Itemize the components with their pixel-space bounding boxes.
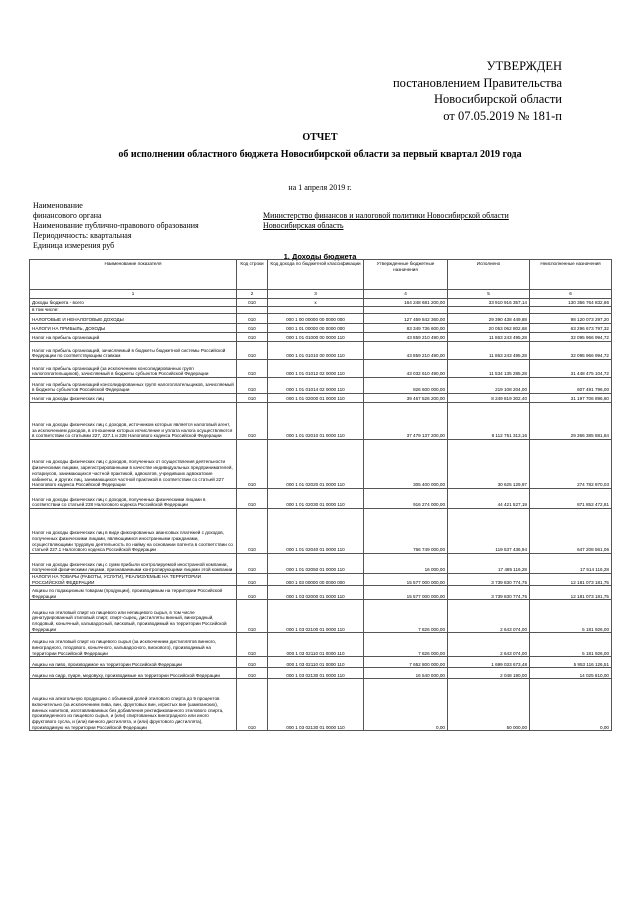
table-header-row <box>30 260 612 290</box>
row-line-code: 010 <box>237 299 268 307</box>
row-line-code: 010 <box>237 657 268 668</box>
row-income-code: 000 1 01 02010 01 0000 110 <box>268 403 364 440</box>
row-unexecuted: 0,00 <box>530 679 612 731</box>
row-name: Акцизы на сидр, пуаре, медовуху, производимые на территории Российской Федерации <box>30 668 237 679</box>
meta-row <box>33 211 509 221</box>
row-approved: 7 652 800 000,00 <box>364 657 448 668</box>
meta-row <box>33 221 344 231</box>
row-unexecuted: 31 448 475 104,72 <box>530 360 612 378</box>
row-line-code: 010 <box>237 333 268 342</box>
row-line-code: 010 <box>237 378 268 394</box>
row-approved: 37 479 137 200,00 <box>364 403 448 440</box>
row-approved: 7 826 000,00 <box>364 633 448 657</box>
row-unexecuted: 63 296 673 797,32 <box>530 324 612 333</box>
row-unexecuted: 12 181 073 181,75 <box>530 586 612 600</box>
column-number-row <box>30 290 612 299</box>
row-line-code: 010 <box>237 554 268 574</box>
row-name: Налог на прибыль организаций <box>30 333 237 342</box>
row-line-code: 010 <box>237 360 268 378</box>
row-approved: 916 274 000,00 <box>364 489 448 509</box>
row-line-code <box>237 307 268 314</box>
row-approved <box>364 307 448 314</box>
approval-line: от 07.05.2019 № 181-п <box>443 108 562 123</box>
row-approved: 43 032 610 490,00 <box>364 360 448 378</box>
table-row <box>30 324 612 333</box>
row-unexecuted: 29 366 385 881,84 <box>530 403 612 440</box>
row-name: Акцизы на пиво, производимое на территории Российской Федерации <box>30 657 237 668</box>
row-unexecuted: 17 514 116,28 <box>530 554 612 574</box>
table-row <box>30 360 612 378</box>
table-row <box>30 489 612 509</box>
row-line-code: 010 <box>237 574 268 586</box>
row-income-code: 000 1 01 01014 02 0000 110 <box>268 378 364 394</box>
row-approved: 766 749 000,00 <box>364 509 448 554</box>
row-approved: 305 400 000,00 <box>364 440 448 489</box>
row-income-code: 000 1 01 02030 01 0000 110 <box>268 489 364 509</box>
row-approved: 16 540 000,00 <box>364 668 448 679</box>
row-executed <box>448 307 530 314</box>
row-line-code: 010 <box>237 403 268 440</box>
row-line-code: 010 <box>237 509 268 554</box>
row-income-code: 000 1 01 02040 01 0000 110 <box>268 509 364 554</box>
row-approved: 39 467 526 200,00 <box>364 394 448 403</box>
row-executed: 8 112 751 313,16 <box>448 403 530 440</box>
row-approved: 164 248 681 200,00 <box>364 299 448 307</box>
row-income-code: 000 1 01 02020 01 0000 110 <box>268 440 364 489</box>
approval-block <box>342 58 562 124</box>
table-row <box>30 554 612 574</box>
row-line-code: 010 <box>237 668 268 679</box>
row-name: Налог на прибыль организаций консолидированных групп налогоплательщиков, зачисляемый в бюджеты субъектов Российской Федерации <box>30 378 237 394</box>
row-income-code: 000 1 01 02050 01 0000 110 <box>268 554 364 574</box>
column-header: Неисполненные назначения <box>530 260 612 290</box>
row-executed: 2 643 074,00 <box>448 600 530 633</box>
row-unexecuted: 5 181 926,00 <box>530 633 612 657</box>
column-header: Код строки <box>237 260 268 290</box>
column-header: Наименование показателя <box>30 260 237 290</box>
table-row <box>30 440 612 489</box>
meta-periodicity: Периодичность: квартальная <box>33 231 132 240</box>
report-subtitle: об исполнении областного бюджета Новосибирской области за первый квартал 2019 года <box>118 149 522 160</box>
row-executed: 219 108 204,00 <box>448 378 530 394</box>
row-income-code: x <box>268 299 364 307</box>
row-name: Налог на доходы физических лиц в виде фиксированных авансовых платежей с доходов, полученных физическими лицами, являющимися иностранными гражданами, осуществляющими трудовую деятельность по найму на основании патента в соответствии со статьей 227.1 Налогового кодекса Российской Федерации <box>30 509 237 554</box>
report-title: ОТЧЕТ <box>302 132 338 143</box>
column-number: 6 <box>530 290 612 299</box>
row-name: Доходы бюджета - всего <box>30 299 237 307</box>
row-unexecuted: 274 782 870,03 <box>530 440 612 489</box>
table-row <box>30 679 612 731</box>
row-approved: 43 859 210 490,00 <box>364 342 448 360</box>
row-name: НАЛОГОВЫЕ И НЕНАЛОГОВЫЕ ДОХОДЫ <box>30 314 237 324</box>
row-executed: 2 643 074,00 <box>448 633 530 657</box>
row-executed: 2 048 190,00 <box>448 668 530 679</box>
row-unexecuted: 32 095 966 994,72 <box>530 342 612 360</box>
column-header: Исполнено <box>448 260 530 290</box>
table-row <box>30 299 612 307</box>
column-header: Код дохода по бюджетной классификации <box>268 260 364 290</box>
meta-unit: Единица измерения руб <box>33 241 115 250</box>
meta-row <box>33 231 199 241</box>
meta-label: Наименование <box>33 201 83 210</box>
meta-label: Наименование публично-правового образования <box>33 221 199 230</box>
row-approved: 15 577 000 000,00 <box>364 574 448 586</box>
meta-row <box>33 241 199 251</box>
row-name: Налог на доходы физических лиц <box>30 394 237 403</box>
row-line-code: 010 <box>237 324 268 333</box>
row-approved: 16 000,00 <box>364 554 448 574</box>
table-row <box>30 657 612 668</box>
row-income-code: 000 1 03 02110 01 0000 110 <box>268 633 364 657</box>
row-income-code: 000 1 01 01000 00 0000 110 <box>268 333 364 342</box>
table-row <box>30 307 612 314</box>
table-row <box>30 586 612 600</box>
row-income-code: 000 1 00 00000 00 0000 000 <box>268 314 364 324</box>
report-meta <box>33 201 509 251</box>
row-executed: 3 739 830 774,75 <box>448 574 530 586</box>
meta-value-entity: Новосибирская область <box>263 221 344 230</box>
row-income-code: 000 1 03 02100 01 0000 110 <box>268 600 364 633</box>
row-unexecuted: 607 491 796,00 <box>530 378 612 394</box>
meta-label: финансового органа <box>33 211 102 220</box>
table-row <box>30 314 612 324</box>
meta-row <box>33 201 199 211</box>
row-unexecuted: 12 181 073 181,75 <box>530 574 612 586</box>
income-table <box>29 259 612 731</box>
row-approved: 15 577 000 000,00 <box>364 586 448 600</box>
approval-line: Новосибирской области <box>433 92 562 106</box>
approval-line: постановлением Правительства <box>392 75 562 90</box>
section-title: 1. Доходы бюджета <box>283 252 357 261</box>
table-row <box>30 403 612 440</box>
row-line-code: 010 <box>237 314 268 324</box>
table-body <box>30 299 612 731</box>
table-row <box>30 342 612 360</box>
row-unexecuted: 5 181 926,00 <box>530 600 612 633</box>
meta-value-financial-body: Министерство финансов и налоговой политики Новосибирской области <box>263 211 509 220</box>
row-line-code: 010 <box>237 489 268 509</box>
row-unexecuted: 5 953 116 126,51 <box>530 657 612 668</box>
row-line-code: 010 <box>237 440 268 489</box>
row-unexecuted <box>530 307 612 314</box>
table-row <box>30 574 612 586</box>
table-row <box>30 378 612 394</box>
row-approved: 43 859 210 490,00 <box>364 333 448 342</box>
row-approved: 0,00 <box>364 679 448 731</box>
report-date: на 1 апреля 2019 г. <box>288 183 352 192</box>
column-header: Утвержденные бюджетные назначения <box>364 260 448 290</box>
row-name: Налог на доходы физических лиц с сумм прибыли контролируемой иностранной компании, полученной физическими лицами, признаваемыми контролирующими лицами этой компании <box>30 554 237 574</box>
column-number: 3 <box>268 290 364 299</box>
table-row <box>30 600 612 633</box>
row-executed: 44 421 527,19 <box>448 489 530 509</box>
row-name: НАЛОГИ НА ТОВАРЫ (РАБОТЫ, УСЛУГИ), РЕАЛИЗУЕМЫЕ НА ТЕРРИТОРИИ РОССИЙСКОЙ ФЕДЕРАЦИИ <box>30 574 237 586</box>
row-executed: 29 390 438 449,88 <box>448 314 530 324</box>
row-income-code <box>268 307 364 314</box>
row-executed: 20 053 062 802,68 <box>448 324 530 333</box>
table-row <box>30 633 612 657</box>
table-row <box>30 333 612 342</box>
row-unexecuted: 32 095 966 994,72 <box>530 333 612 342</box>
column-number: 2 <box>237 290 268 299</box>
row-name: Налог на прибыль организаций, зачисляемый в бюджеты бюджетной системы Российской Федерации по соответствующим ставкам <box>30 342 237 360</box>
row-line-code: 010 <box>237 394 268 403</box>
row-approved: 127 459 842 360,00 <box>364 314 448 324</box>
row-name: Налог на прибыль организаций (за исключением консолидированных групп налогоплательщиков), зачисляемый в бюджеты субъектов Российской Федерации <box>30 360 237 378</box>
row-unexecuted: 871 852 472,81 <box>530 489 612 509</box>
row-executed: 11 863 243 495,28 <box>448 333 530 342</box>
row-approved: 826 600 000,00 <box>364 378 448 394</box>
row-executed: 119 537 436,94 <box>448 509 530 554</box>
row-executed: 3 739 830 774,75 <box>448 586 530 600</box>
row-line-code: 010 <box>237 342 268 360</box>
row-executed: 17 485 116,28 <box>448 554 530 574</box>
row-name: Акцизы на этиловый спирт из пищевого сырья (за исключением дистиллятов винного, виноградного, плодового, коньячного, кальвадосного, вискового), производимый на территории Российской Федерации <box>30 633 237 657</box>
row-unexecuted: 98 120 073 297,20 <box>530 314 612 324</box>
row-name: НАЛОГИ НА ПРИБЫЛЬ, ДОХОДЫ <box>30 324 237 333</box>
approval-line: УТВЕРЖДЕН <box>486 59 562 73</box>
row-income-code: 000 1 03 02130 01 0000 110 <box>268 668 364 679</box>
row-income-code: 000 1 03 02110 01 0000 110 <box>268 657 364 668</box>
row-line-code: 010 <box>237 679 268 731</box>
row-income-code: 000 1 03 00000 00 0000 000 <box>268 574 364 586</box>
row-income-code: 000 1 03 02130 01 0000 110 <box>268 679 364 731</box>
row-executed: 50 000,00 <box>448 679 530 731</box>
row-income-code: 000 1 01 01010 00 0000 110 <box>268 342 364 360</box>
row-executed: 33 910 916 357,14 <box>448 299 530 307</box>
column-number: 5 <box>448 290 530 299</box>
table-row <box>30 668 612 679</box>
row-line-code: 010 <box>237 600 268 633</box>
row-unexecuted: 14 025 810,00 <box>530 668 612 679</box>
row-income-code: 000 1 01 02000 01 0000 110 <box>268 394 364 403</box>
row-name: Налог на доходы физических лиц с доходов, полученных от осуществления деятельности физическими лицами, зарегистрированными в качестве индивидуальных предпринимателей, нотариусов, занимающихся частной практикой, адвокатов, учредивших адвокатские кабинеты, и других лиц, занимающихся частной практикой в соответствии со статьей 227 Налогового кодекса Российской Федерации <box>30 440 237 489</box>
row-unexecuted: 130 356 764 832,86 <box>530 299 612 307</box>
row-name: Налог на доходы физических лиц с доходов, источником которых является налоговый агент, за исключением доходов, в отношении которых исчисление и уплата налога осуществляются в соответствии со статьями 227, 227.1 и 228 Налогового кодекса Российской Федерации <box>30 403 237 440</box>
table-row <box>30 394 612 403</box>
row-name: в том числе: <box>30 307 237 314</box>
row-name: Налог на доходы физических лиц с доходов, полученных физическими лицами в соответствии со статьей 228 Налогового кодекса Российской Федерации <box>30 489 237 509</box>
row-unexecuted: 647 208 561,06 <box>530 509 612 554</box>
row-executed: 11 534 135 285,28 <box>448 360 530 378</box>
row-line-code: 010 <box>237 586 268 600</box>
row-unexecuted: 31 197 706 896,60 <box>530 394 612 403</box>
row-name: Акцизы по подакцизным товарам (продукции), производимым на территории Российской Федерации <box>30 586 237 600</box>
column-number: 4 <box>364 290 448 299</box>
table-row <box>30 509 612 554</box>
row-approved: 7 826 000,00 <box>364 600 448 633</box>
row-income-code: 000 1 01 01012 02 0000 110 <box>268 360 364 378</box>
row-executed: 11 863 243 495,28 <box>448 342 530 360</box>
row-name: Акцизы на алкогольную продукцию с объемной долей этилового спирта до 9 процентов включительно (за исключением пива, вин, фруктовых вин, игристых вин (шампанских), винных напитков, изготавливаемых без добавления ректификованного этилового спирта, произведенного из пищевого сырья, и (или) спиртованных виноградного или иного фруктового сусла, и (или) винного дистиллята, и (или) фруктового дистиллята), производимую на территории Российской Федерации <box>30 679 237 731</box>
row-line-code: 010 <box>237 633 268 657</box>
row-executed: 30 625 129,97 <box>448 440 530 489</box>
row-executed: 8 249 819 302,40 <box>448 394 530 403</box>
column-number: 1 <box>30 290 237 299</box>
row-approved: 83 349 736 600,00 <box>364 324 448 333</box>
row-name: Акцизы на этиловый спирт из пищевого или непищевого сырья, в том числе денатурированный этиловый спирт, спирт-сырец, дистилляты винный, виноградный, плодовый, коньячный, кальвадосный, висковый, производимый на территории Российской Федерации <box>30 600 237 633</box>
row-executed: 1 699 033 673,48 <box>448 657 530 668</box>
row-income-code: 000 1 01 00000 00 0000 000 <box>268 324 364 333</box>
row-income-code: 000 1 03 02000 01 0000 110 <box>268 586 364 600</box>
